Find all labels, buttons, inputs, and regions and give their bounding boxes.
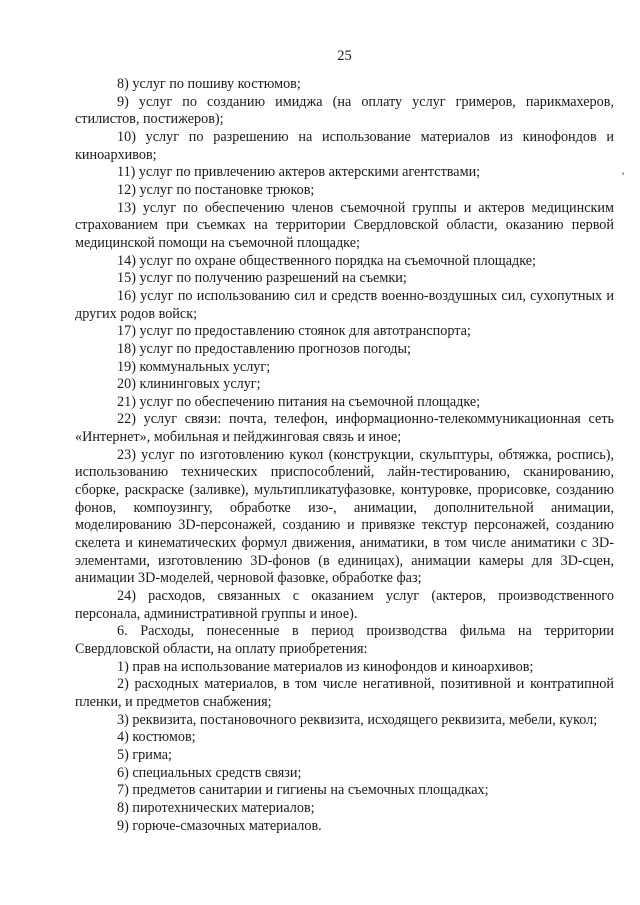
list-item: 1) прав на использование материалов из кинофондов и киноархивов; (117, 658, 534, 675)
list-item: 17) услуг по предоставлению стоянок для автотранспорта; (117, 323, 471, 340)
list-item: 22) услуг связи: почта, телефон, информационно-телекоммуникационная сеть «Интернет», мобильная и пейджинговая связь и иное; (75, 411, 614, 446)
list-item: 4) костюмов; (117, 729, 196, 746)
list-item: 9) горюче-смазочных материалов. (117, 817, 322, 834)
list-item: 10) услуг по разрешению на использование материалов из кинофондов и киноархивов; (75, 128, 614, 163)
stray-mark: ' (622, 169, 625, 183)
list-item: 20) клининговых услуг; (117, 376, 261, 393)
list-item: 16) услуг по использованию сил и средств военно-воздушных сил, сухопутных и других родов войск; (75, 287, 614, 322)
list-item: 9) услуг по созданию имиджа (на оплату услуг гримеров, парикмахеров, стилистов, постижеров); (75, 93, 614, 128)
list-item: 5) грима; (117, 746, 172, 763)
document-body (75, 76, 614, 835)
list-item: 7) предметов санитарии и гигиены на съемочных площадках; (117, 782, 489, 799)
list-item: 14) услуг по охране общественного порядка на съемочной площадке; (117, 252, 537, 269)
list-item: 8) пиротехнических материалов; (117, 799, 315, 816)
list-item: 8) услуг по пошиву костюмов; (117, 76, 301, 92)
list-item: 3) реквизита, постановочного реквизита, исходящего реквизита, мебели, кукол; (117, 711, 598, 728)
page-number: 25 (337, 48, 352, 64)
section-paragraph: 6. Расходы, понесенные в период производства фильма на территории Свердловской области, на оплату приобретения: (75, 623, 614, 657)
list-item: 19) коммунальных услуг; (117, 358, 271, 375)
list-item: 15) услуг по получению разрешений на съемки; (117, 270, 407, 287)
list-item: 2) расходных материалов, в том числе негативной, позитивной и контратипной пленки, и предметов снабжения; (75, 676, 614, 710)
list-item: 18) услуг по предоставлению прогнозов погоды; (117, 340, 411, 357)
list-item: 24) расходов, связанных с оказанием услуг (актеров, производственного персонала, административной группы и иное). (75, 588, 614, 622)
list-item: 6) специальных средств связи; (117, 764, 302, 781)
list-item: 23) услуг по изготовлению кукол (конструкции, скульптуры, обтяжка, роспись), использованию технических приспособлений, лайн-тестированию, сканированию, сборке, раскраске (заливке), мультипликатуфазовке, контуровке, прорисовке, созданию фонов, компоузингу, обработке изо-, анимации, дополнительной анимации, моделированию 3D-персонажей, созданию и привязке текстур персонажей, созданию скелета и кинематических формул движения, аниматики, в том числе аниматики с 3D-элементами, изготовлению 3D-фонов (в единицах), анимации камеры для 3D-сцен, анимации 3D-моделей, черновой фазовке, обработке фаз; (75, 446, 614, 587)
list-item: 21) услуг по обеспечению питания на съемочной площадке; (117, 393, 481, 410)
list-item: 12) услуг по постановке трюков; (117, 181, 315, 198)
list-item: 11) услуг по привлечению актеров актерскими агентствами; (117, 164, 481, 181)
list-item: 13) услуг по обеспечению членов съемочной группы и актеров медицинским страхованием при съемках на территории Свердловской области, оказанию первой медицинской помощи на съемочной площадке; (75, 199, 614, 251)
